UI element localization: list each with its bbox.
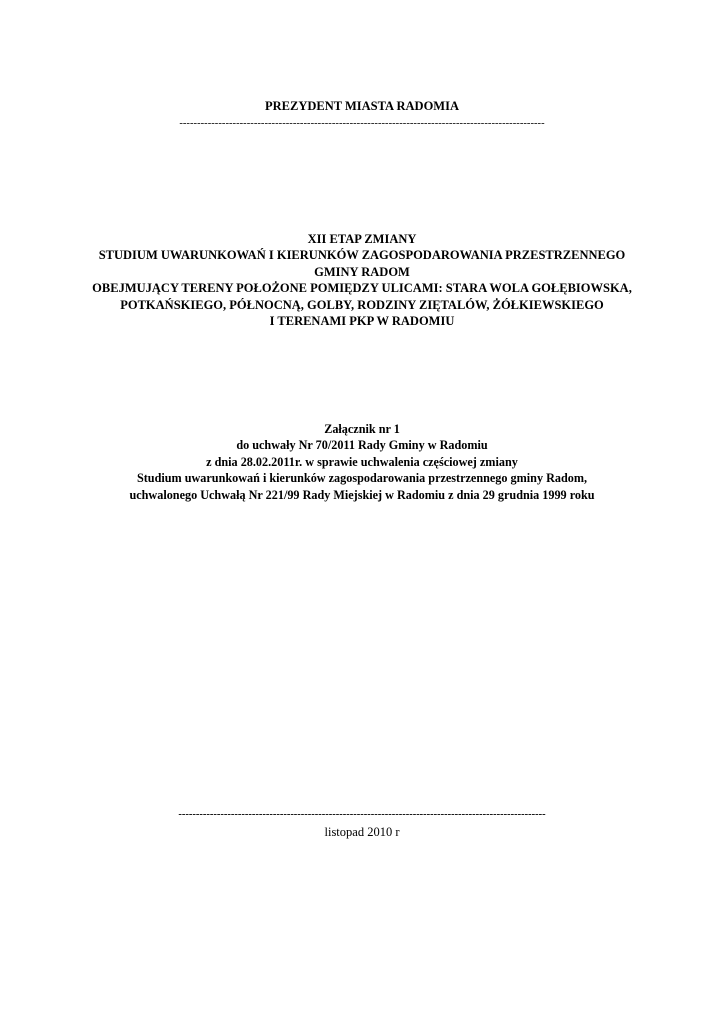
annex-block — [0, 421, 724, 503]
annex-line: Załącznik nr 1 — [324, 422, 400, 436]
title-line: STUDIUM UWARUNKOWAŃ I KIERUNKÓW ZAGOSPODAROWANIA PRZESTRZENNEGO — [98, 248, 626, 263]
title-line: OBEJMUJĄCY TERENY POŁOŻONE POMIĘDZY ULICAMI: STARA WOLA GOŁĘBIOWSKA, — [92, 281, 632, 296]
title-line: POTKAŃSKIEGO, PÓŁNOCNĄ, GOLBY, RODZINY ZIĘTALÓW, ŻÓŁKIEWSKIEGO — [120, 297, 604, 312]
annex-line: uchwalonego Uchwałą Nr 221/99 Rady Miejskiej w Radomiu z dnia 29 grudnia 1999 roku — [129, 487, 595, 502]
document-footer — [0, 824, 724, 840]
header-separator-line: ------------------------------------------------------------------------------------------------------- — [179, 118, 545, 129]
title-line: XII ETAP ZMIANY — [307, 232, 417, 246]
footer-date: listopad 2010 r — [324, 825, 400, 839]
annex-line: z dnia 28.02.2011r. w sprawie uchwalenia częściowej zmiany — [206, 454, 518, 469]
title-block — [0, 231, 724, 329]
footer-separator-line: --------------------------------------------------------------------------------------------------------- — [178, 809, 546, 820]
document-header — [0, 98, 724, 114]
title-line: I TERENAMI PKP W RADOMIU — [269, 314, 455, 329]
header-separator — [0, 117, 724, 131]
annex-line: do uchwały Nr 70/2011 Rady Gminy w Radomiu — [236, 438, 488, 453]
header-title: PREZYDENT MIASTA RADOMIA — [264, 99, 459, 113]
footer-separator — [0, 808, 724, 822]
annex-line: Studium uwarunkowań i kierunków zagospodarowania przestrzennego gminy Radom, — [136, 471, 588, 486]
title-line: GMINY RADOM — [314, 264, 410, 279]
